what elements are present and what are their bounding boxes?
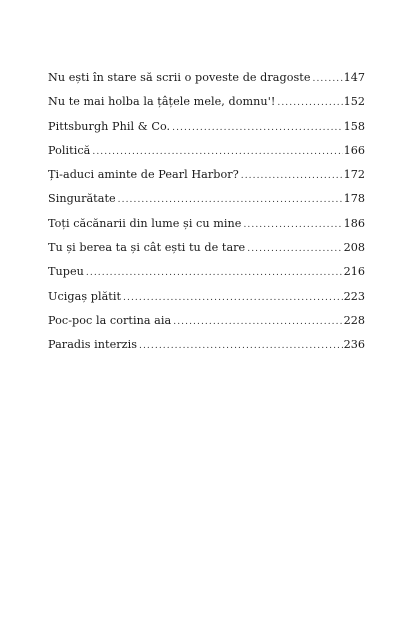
toc-entry-title: Politică bbox=[48, 143, 91, 157]
toc-entry-title: Singurătate bbox=[48, 192, 116, 206]
toc-page-number: 236 bbox=[343, 338, 365, 352]
toc-entry-title: Paradis interzis bbox=[48, 338, 138, 352]
toc-page-number: 178 bbox=[343, 192, 365, 206]
toc-page-number: 147 bbox=[343, 71, 365, 84]
toc-entry bbox=[48, 212, 365, 236]
toc-page-number: 216 bbox=[343, 265, 365, 279]
toc-entry-title: Poc-poc la cortina aia bbox=[48, 313, 172, 327]
toc-entry bbox=[48, 115, 365, 139]
toc-entry-title: Pittsburgh Phil & Co. bbox=[48, 119, 171, 133]
toc-entry-title: Tu și berea ta și cât ești tu de tare bbox=[48, 241, 246, 255]
toc-entry bbox=[48, 309, 365, 333]
toc-entry bbox=[48, 285, 365, 309]
toc-entry-title: Tupeu bbox=[48, 265, 84, 279]
toc-entry-title: Ucigaș plătit bbox=[48, 289, 122, 303]
toc-dot-leader bbox=[313, 67, 343, 91]
toc-entry bbox=[48, 66, 365, 90]
toc-dot-leader bbox=[241, 164, 343, 188]
toc-page-number: 152 bbox=[343, 95, 365, 109]
toc-page-number: 228 bbox=[343, 313, 365, 327]
toc-dot-leader bbox=[92, 140, 342, 164]
toc-page-number: 223 bbox=[343, 289, 365, 303]
toc-entry bbox=[48, 333, 365, 357]
toc-entry-title: Ți-aduci aminte de Pearl Harbor? bbox=[48, 168, 239, 182]
toc-entry-title: Toți căcănarii din lume și cu mine bbox=[48, 216, 242, 230]
toc-dot-leader bbox=[277, 91, 342, 115]
toc-dot-leader bbox=[243, 213, 342, 237]
toc-page-number: 208 bbox=[343, 241, 365, 255]
toc-dot-leader bbox=[123, 286, 343, 310]
toc-entry bbox=[48, 236, 365, 260]
toc-entry bbox=[48, 163, 365, 187]
toc-dot-leader bbox=[247, 237, 342, 261]
toc-dot-leader bbox=[172, 116, 343, 140]
toc-dot-leader bbox=[118, 188, 343, 212]
toc-dot-leader bbox=[173, 310, 342, 334]
toc-entry-title: Nu te mai holba la țâțele mele, domnu'! bbox=[48, 95, 276, 109]
toc-page-number: 166 bbox=[343, 143, 365, 157]
toc-dot-leader bbox=[86, 261, 343, 285]
toc-page-number: 158 bbox=[343, 119, 365, 133]
toc-entry bbox=[48, 139, 365, 163]
toc-entry bbox=[48, 90, 365, 114]
table-of-contents bbox=[48, 66, 365, 358]
toc-entry bbox=[48, 187, 365, 211]
toc-entry bbox=[48, 260, 365, 284]
toc-page-number: 172 bbox=[343, 168, 365, 182]
toc-entry-title: Nu ești în stare să scrii o poveste de dragoste bbox=[48, 71, 311, 84]
toc-dot-leader bbox=[139, 334, 343, 358]
toc-page-number: 186 bbox=[343, 216, 365, 230]
